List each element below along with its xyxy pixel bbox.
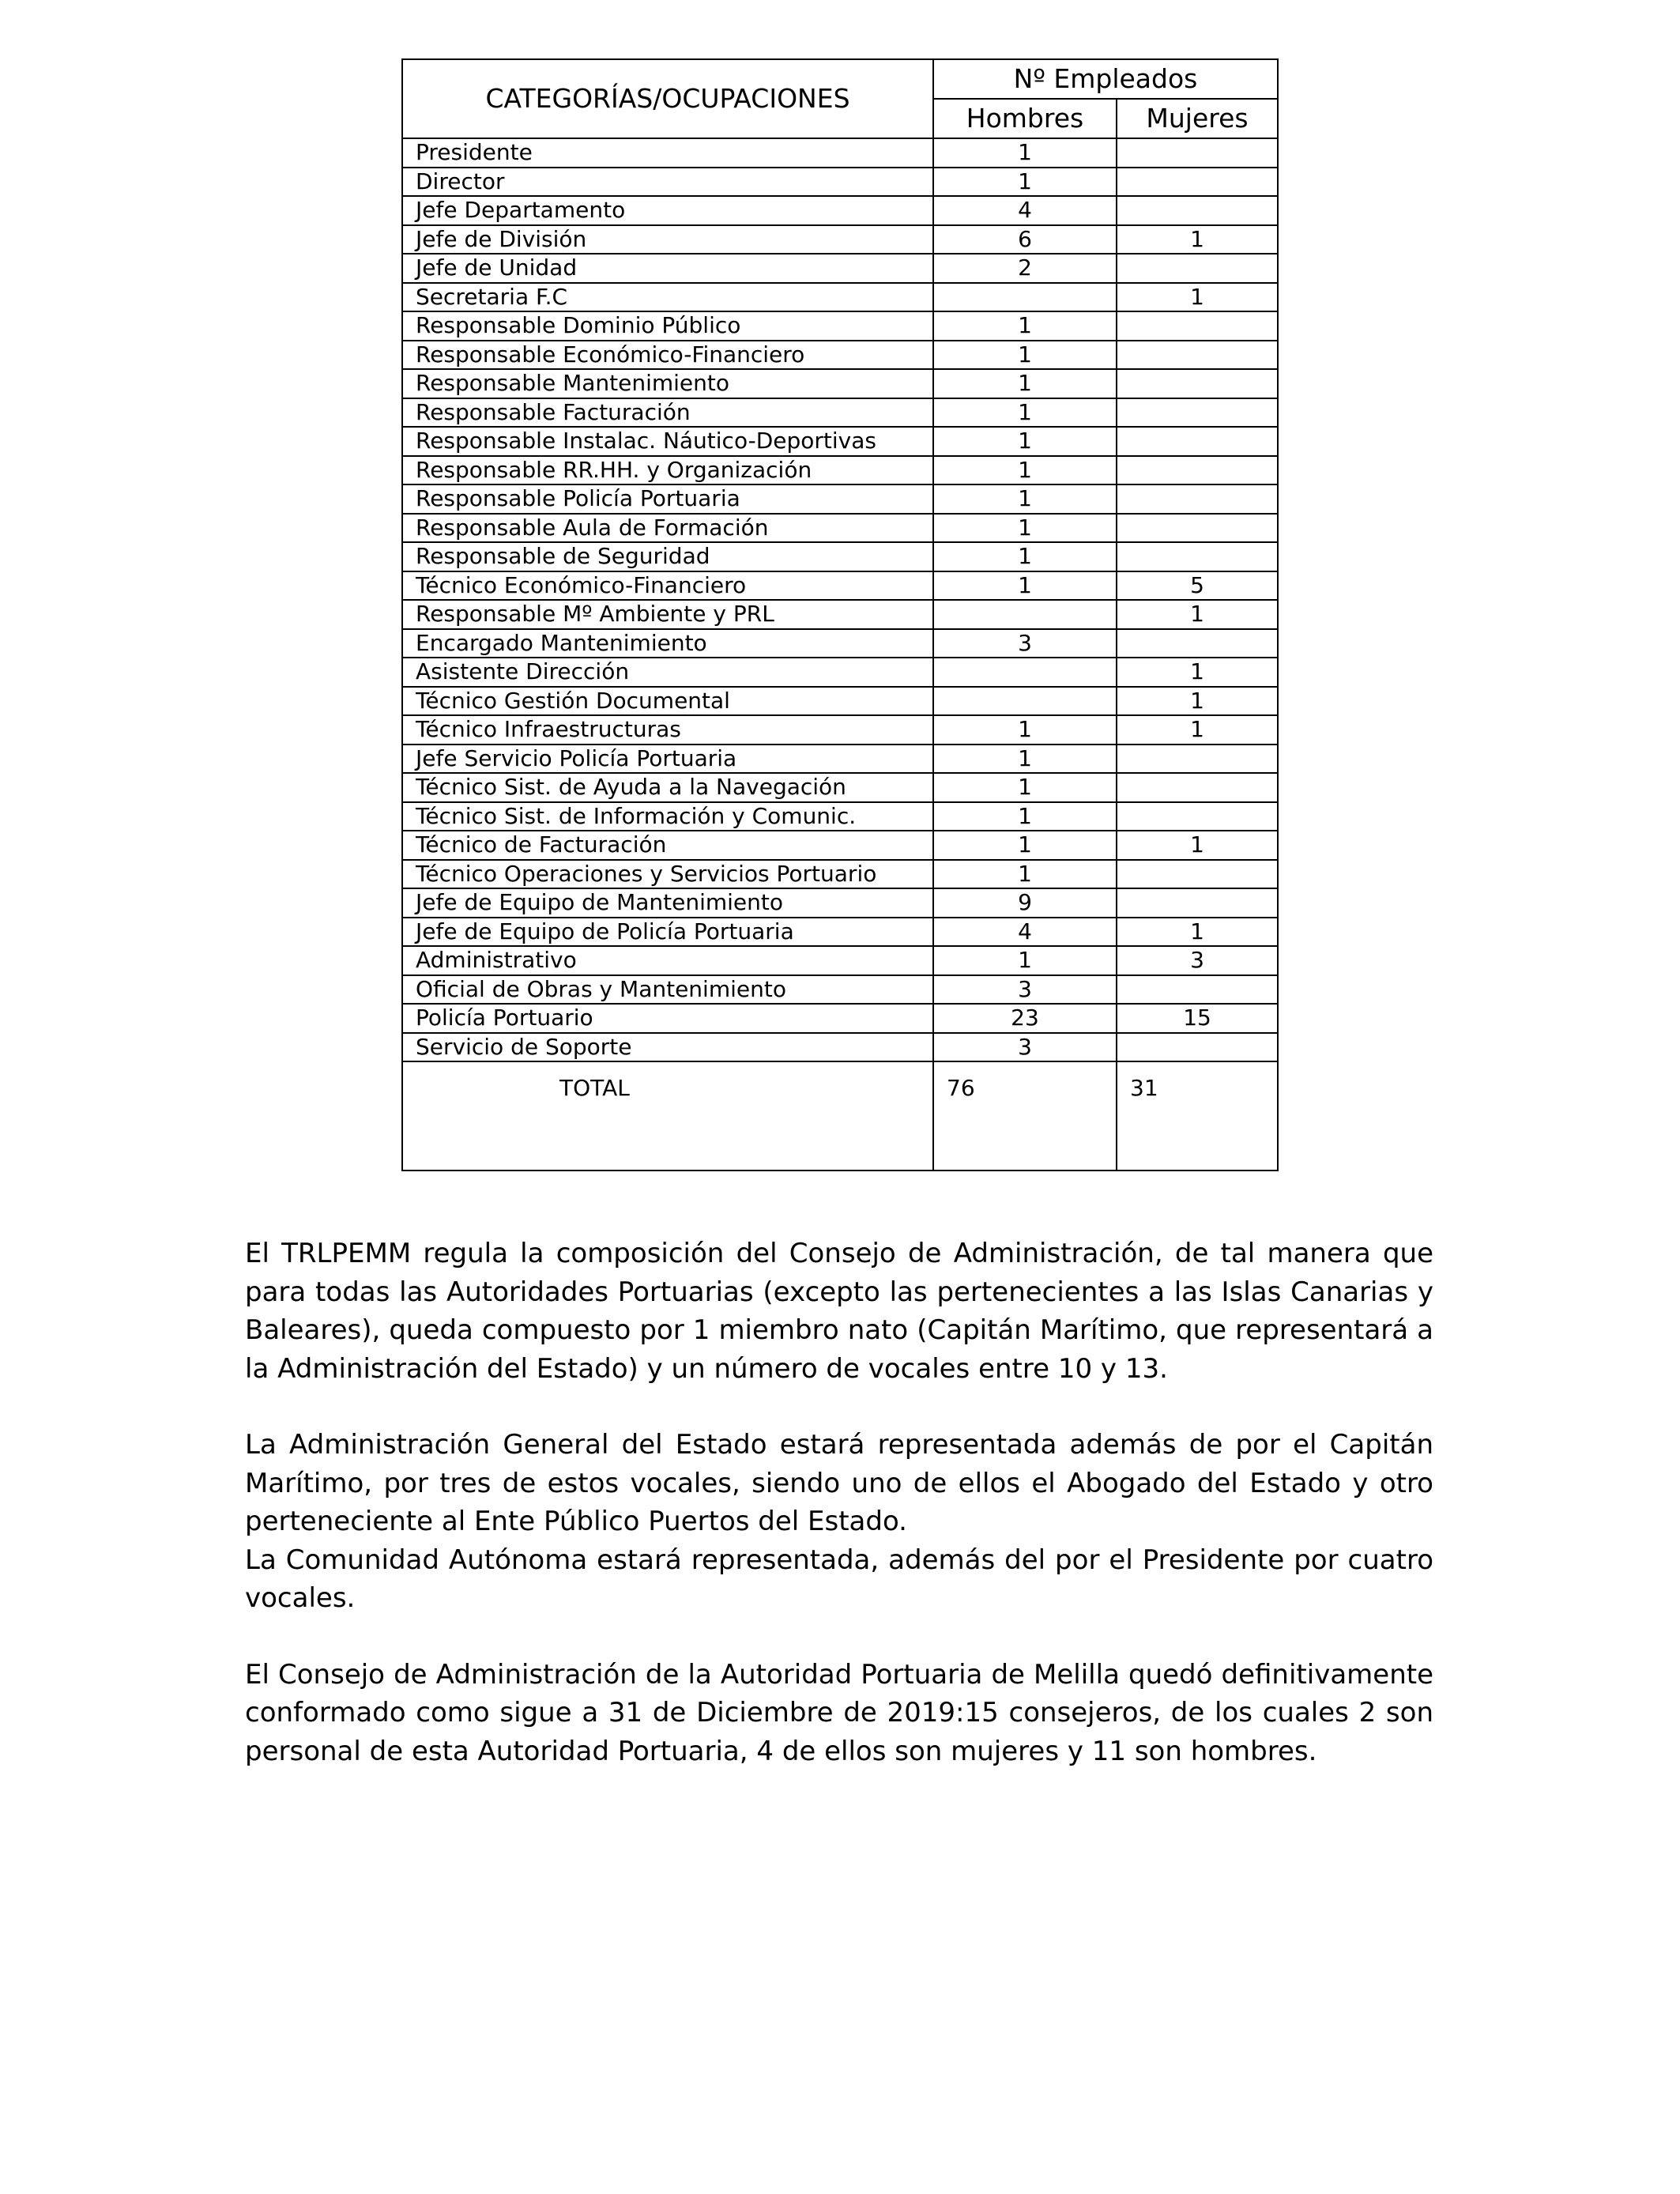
category-cell: Encargado Mantenimiento [402,629,933,658]
women-count-cell: 15 [1117,1004,1278,1033]
table-row [402,600,1278,629]
table-row [402,571,1278,601]
men-count-cell: 1 [933,773,1117,802]
women-count-cell [1117,484,1278,514]
table-row [402,715,1278,745]
men-count-cell: 1 [933,831,1117,860]
women-count-cell [1117,802,1278,831]
women-count-cell [1117,398,1278,428]
category-cell: Oficial de Obras y Mantenimiento [402,975,933,1005]
header-employees-group: Nº Empleados [933,59,1278,99]
category-cell: Técnico Operaciones y Servicios Portuario [402,860,933,889]
women-count-cell [1117,138,1278,168]
men-count-cell: 1 [933,427,1117,456]
men-count-cell: 9 [933,888,1117,918]
men-count-cell: 1 [933,484,1117,514]
table-header-row [402,59,1278,99]
total-row [402,1061,1278,1171]
category-cell: Jefe Departamento [402,196,933,225]
women-count-cell: 1 [1117,225,1278,254]
header-category: CATEGORÍAS/OCUPACIONES [402,59,933,138]
table-row [402,456,1278,485]
men-count-cell: 3 [933,1033,1117,1062]
category-cell: Técnico Económico-Financiero [402,571,933,601]
category-cell: Responsable de Seguridad [402,542,933,571]
paragraph-consejo-melilla: El Consejo de Administración de la Autoridad Portuaria de Melilla quedó definitivamente conformado como sigue a 31 de Diciembre de 2019:15 consejeros, de los cuales 2 son personal de esta Autoridad Portuaria, 4 de ellos son mujeres y 11 son hombres. [245,1658,1433,1767]
total-label: TOTAL [402,1061,933,1171]
women-count-cell: 1 [1117,283,1278,312]
header-women: Mujeres [1117,99,1278,138]
women-count-cell: 1 [1117,831,1278,860]
men-count-cell [933,658,1117,687]
men-count-cell: 1 [933,860,1117,889]
category-cell: Responsable Económico-Financiero [402,341,933,370]
category-cell: Administrativo [402,946,933,975]
men-count-cell: 1 [933,571,1117,601]
women-count-cell [1117,369,1278,398]
table-row [402,369,1278,398]
table-row [402,542,1278,571]
table-header [402,59,1278,138]
table-row [402,1033,1278,1062]
men-count-cell: 1 [933,398,1117,428]
category-cell: Policía Portuario [402,1004,933,1033]
table-row [402,484,1278,514]
table-row [402,398,1278,428]
category-cell: Técnico Sist. de Ayuda a la Navegación [402,773,933,802]
table-row [402,975,1278,1005]
men-count-cell: 1 [933,745,1117,774]
men-count-cell: 2 [933,254,1117,283]
table-row [402,946,1278,975]
table-row [402,629,1278,658]
men-count-cell: 1 [933,341,1117,370]
category-cell: Asistente Dirección [402,658,933,687]
table-row [402,831,1278,860]
men-count-cell: 1 [933,542,1117,571]
women-count-cell [1117,860,1278,889]
women-count-cell: 1 [1117,658,1278,687]
table-row [402,225,1278,254]
women-count-cell [1117,514,1278,543]
category-cell: Responsable Mantenimiento [402,369,933,398]
table-row [402,1004,1278,1033]
table-row [402,254,1278,283]
category-cell: Responsable RR.HH. y Organización [402,456,933,485]
table-row [402,196,1278,225]
men-count-cell: 23 [933,1004,1117,1033]
women-count-cell [1117,975,1278,1005]
table-row [402,658,1278,687]
men-count-cell: 1 [933,138,1117,168]
table-row [402,138,1278,168]
category-cell: Jefe de Equipo de Mantenimiento [402,888,933,918]
body-text [245,1235,1433,1770]
table-row [402,860,1278,889]
table-row [402,311,1278,341]
paragraph-administracion-estado: La Administración General del Estado estará representada además de por el Capitán Marítimo, por tres de estos vocales, siendo uno de ellos el Abogado del Estado y otro perteneciente al Ente Público Puertos del Estado. [245,1429,1433,1537]
table-row [402,918,1278,947]
men-count-cell: 4 [933,196,1117,225]
women-count-cell [1117,254,1278,283]
women-count-cell: 1 [1117,715,1278,745]
men-count-cell: 1 [933,168,1117,197]
category-cell: Técnico Gestión Documental [402,687,933,716]
category-cell: Servicio de Soporte [402,1033,933,1062]
men-count-cell: 1 [933,715,1117,745]
women-count-cell [1117,311,1278,341]
women-count-cell: 1 [1117,687,1278,716]
table-row [402,888,1278,918]
men-count-cell: 1 [933,456,1117,485]
category-cell: Responsable Policía Portuaria [402,484,933,514]
women-count-cell [1117,427,1278,456]
men-count-cell: 3 [933,629,1117,658]
women-count-cell: 3 [1117,946,1278,975]
category-cell: Responsable Facturación [402,398,933,428]
women-count-cell [1117,542,1278,571]
category-cell: Jefe de Equipo de Policía Portuaria [402,918,933,947]
women-count-cell [1117,629,1278,658]
women-count-cell: 1 [1117,600,1278,629]
paragraph-comunidad-autonoma: La Comunidad Autónoma estará representada, además del por el Presidente por cuatro vocales. [245,1544,1433,1614]
women-count-cell [1117,341,1278,370]
total-women: 31 [1117,1061,1278,1171]
table-row [402,514,1278,543]
men-count-cell: 4 [933,918,1117,947]
table-row [402,687,1278,716]
header-men: Hombres [933,99,1117,138]
table-row [402,168,1278,197]
category-cell: Presidente [402,138,933,168]
women-count-cell [1117,745,1278,774]
category-cell: Jefe de División [402,225,933,254]
category-cell: Jefe de Unidad [402,254,933,283]
category-cell: Jefe Servicio Policía Portuaria [402,745,933,774]
men-count-cell: 1 [933,802,1117,831]
category-cell: Técnico Infraestructuras [402,715,933,745]
category-cell: Director [402,168,933,197]
paragraph-consejo-composicion: El TRLPEMM regula la composición del Consejo de Administración, de tal manera que para todas las Autoridades Portuarias (excepto las pertenecientes a las Islas Canarias y Baleares), queda compuesto por 1 miembro nato (Capitán Marítimo, que representará a la Administración del Estado) y un número de vocales entre 10 y 13. [245,1238,1433,1385]
women-count-cell: 5 [1117,571,1278,601]
table-row [402,802,1278,831]
table-body [402,138,1278,1061]
women-count-cell [1117,456,1278,485]
men-count-cell: 6 [933,225,1117,254]
category-cell: Responsable Instalac. Náutico-Deportivas [402,427,933,456]
men-count-cell: 1 [933,311,1117,341]
employees-table [401,58,1279,1171]
category-cell: Responsable Aula de Formación [402,514,933,543]
category-cell: Responsable Dominio Público [402,311,933,341]
category-cell: Técnico Sist. de Información y Comunic. [402,802,933,831]
men-count-cell [933,600,1117,629]
men-count-cell: 1 [933,514,1117,543]
women-count-cell [1117,1033,1278,1062]
category-cell: Secretaria F.C [402,283,933,312]
table-row [402,341,1278,370]
men-count-cell [933,687,1117,716]
total-men: 76 [933,1061,1117,1171]
category-cell: Técnico de Facturación [402,831,933,860]
men-count-cell: 1 [933,369,1117,398]
table-row [402,427,1278,456]
men-count-cell: 1 [933,946,1117,975]
men-count-cell: 3 [933,975,1117,1005]
women-count-cell [1117,168,1278,197]
women-count-cell [1117,196,1278,225]
table-row [402,283,1278,312]
women-count-cell [1117,888,1278,918]
category-cell: Responsable Mº Ambiente y PRL [402,600,933,629]
men-count-cell [933,283,1117,312]
women-count-cell: 1 [1117,918,1278,947]
women-count-cell [1117,773,1278,802]
table-row [402,745,1278,774]
table-row [402,773,1278,802]
